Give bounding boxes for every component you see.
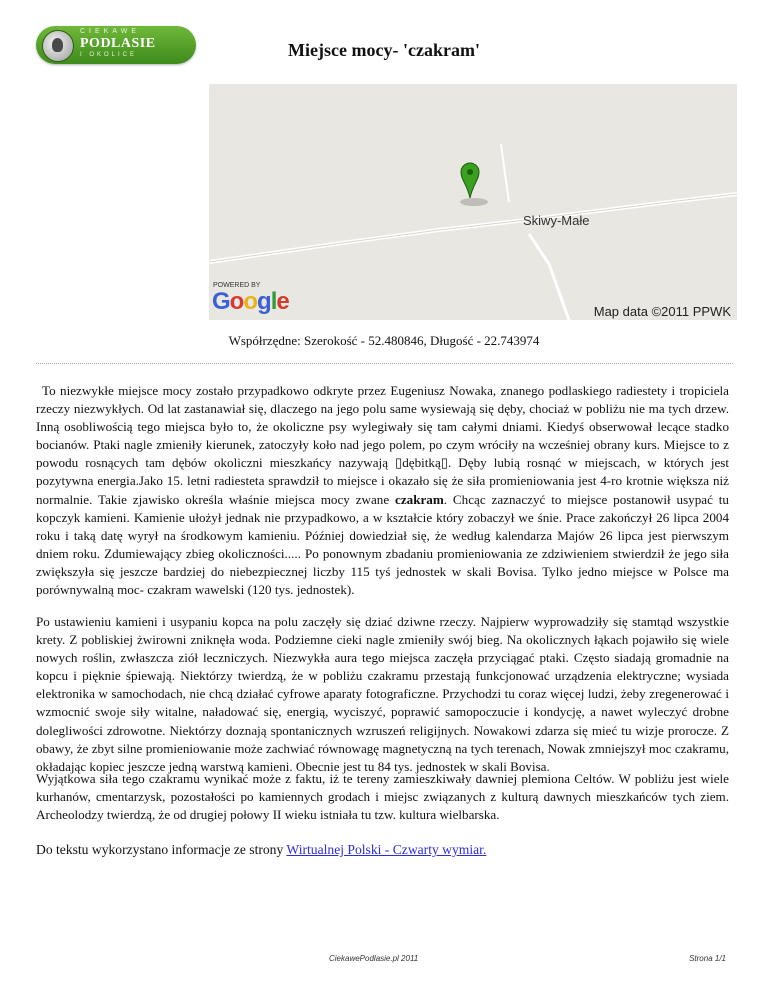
google-letter: l (270, 288, 277, 315)
powered-by-label: POWERED BY (213, 282, 261, 289)
google-letter: g (257, 288, 271, 315)
source-note (36, 842, 486, 858)
map-place-label: Skiwy-Małe (523, 213, 590, 228)
google-letter: o (243, 288, 258, 315)
paragraph-intro (36, 382, 729, 599)
footer-page-number: Strona 1/1 (689, 954, 726, 963)
logo-main-text: PODLASIE (80, 36, 156, 51)
paragraph-history: Wyjątkowa siła tego czakramu wynikać może z faktu, iż te tereny zamieszkiwały dawniej plemiona Celtów. W pobliżu jest wiele kurhanów, cmentarzysk, pozostałości po kamiennych grodach i miejsc związanych z kulturą dawnych mieszkańców tych ziem. Archeolodzy twierdzą, że od drugiej połowy II wieku istniała tu tzw. kultura wielbarska. (36, 771, 729, 823)
page-title: Miejsce mocy- 'czakram' (288, 40, 480, 60)
footer-site: CiekawePodlasie.pl 2011 (329, 954, 419, 963)
source-prefix: Do tekstu wykorzystano informacje ze strony (36, 842, 287, 857)
google-letter: G (212, 288, 230, 315)
paragraph-effects: Po ustawieniu kamieni i usypaniu kopca na polu zaczęły się dziać dziwne rzeczy. Najpierw wyprowadziły się stamtąd wszystkie krety. Z pobliskiej żwirowni zniknęła woda. Podziemne cieki nagle zmieniły swój bieg. Na okolicznych łąkach pojawiło się wiele nowych roślin, zwłaszcza ziół leczniczych. Niezwykła aura tego miejsca zaczęła przyciągać ptaki. Często siadają gromadnie na kopcu i pięknie śpiewają. Niektórzy twierdzą, że w pobliżu czakramu przestają funkcjonować urządzenia elektryczne; wysiada elektronika w samochodach, nie chcą działać cyfrowe aparaty fotograficzne. Przychodzi tu coraz więcej ludzi, żeby zregenerować i wzmocnić swoje siły witalne, naładować się, energią, wyciszyć, poprawić samopoczucie i kondycję, a nawet wyleczyć drobne dolegliwości zdrowotne. Niektórzy doznają spontanicznych wzruszeń religijnych. Nowakowi zdarza się mieć tu wizje prorocze. Z obawy, że zbyt silne promieniowanie może zachwiać równowagę magnetyczną na tych terenach, Nowak zmniejszył moc czakramu, okładając kopiec jeszcze jedną warstwą kamieni. Obecnie jest tu 84 tys. jednostek w skali Bovisa. (36, 614, 729, 774)
coordinates-text: Współrzędne: Szerokość - 52.480846, Długość - 22.743974 (228, 333, 540, 348)
paragraph-text: . Chcąc zaznaczyć to miejsce postanowił usypać tu kopczyk kamieni. Kamienie ułożył jednak nie przypadkowo, a w kształcie który zobaczył we śnie. Prace zakończył 26 lipca 2004 roku i taką datę wyrył na środkowym kamieniu. Później dowiedział się, że według kalendarza Majów 26 lipca jest pierwszym dniem roku. Zdumiewający zbieg okoliczności..... Po ponownym zbadaniu promieniowania ze zdziwieniem stwierdził że jego siła zwiększyła się jeszcze bardziej do niebezpiecznej liczby 115 tyś jednostek w skali Bovisa. Tylko jedno miejsce w Polsce ma porównywalną moc- czakram wawelski (120 tys. jednostek). (36, 491, 729, 598)
logo-bottom-text: I OKOLICE (80, 52, 138, 58)
google-letter: e (276, 288, 289, 315)
bold-term: czakram (395, 491, 444, 507)
paragraph-text: To niezwykłe miejsce mocy zostało przypadkowo odkryte przez Eugeniusz Nowaka, znanego podlaskiego radiestety i tropiciela rzeczy niezwykłych. Od lat zastanawiał się, dlaczego na jego polu same wysiewają się dęby, chociaż w pobliżu nie ma tych drzew. Inną osobliwością tego miejsca było to, że okoliczne psy wylegiwały się tam całymi dniami. Kiedyś obserwował lecące stadko bocianów. Ptaki nagle zmieniły kierunek, zatoczyły koło nad jego polem, po czym wróciły na wcześniej obrany kurs. Miejsce to z powodu rosnących tam dębów okoliczni mieszkańcy nazywają ▯dębitką▯. Dęby lubią rosnąć w miejscach, w których jest pozytywna energia.Jako 15. letni radiesteta sprawdził to miejsce i okazało się że siła promieniowania jest 4-ro krotnie większa niż normalnie. Takie zjawisko określa właśnie miejsca mocy zwane (36, 383, 729, 507)
map-marker-icon[interactable] (209, 84, 737, 320)
google-logo[interactable] (212, 288, 289, 316)
map-view[interactable] (209, 84, 737, 320)
source-link[interactable]: Wirtualnej Polski - Czwarty wymiar. (286, 842, 487, 857)
map-attribution: Map data ©2011 PPWK (593, 304, 731, 319)
logo-top-text: CIEKAWE (80, 28, 141, 35)
divider (36, 363, 733, 364)
google-letter: o (229, 288, 244, 315)
